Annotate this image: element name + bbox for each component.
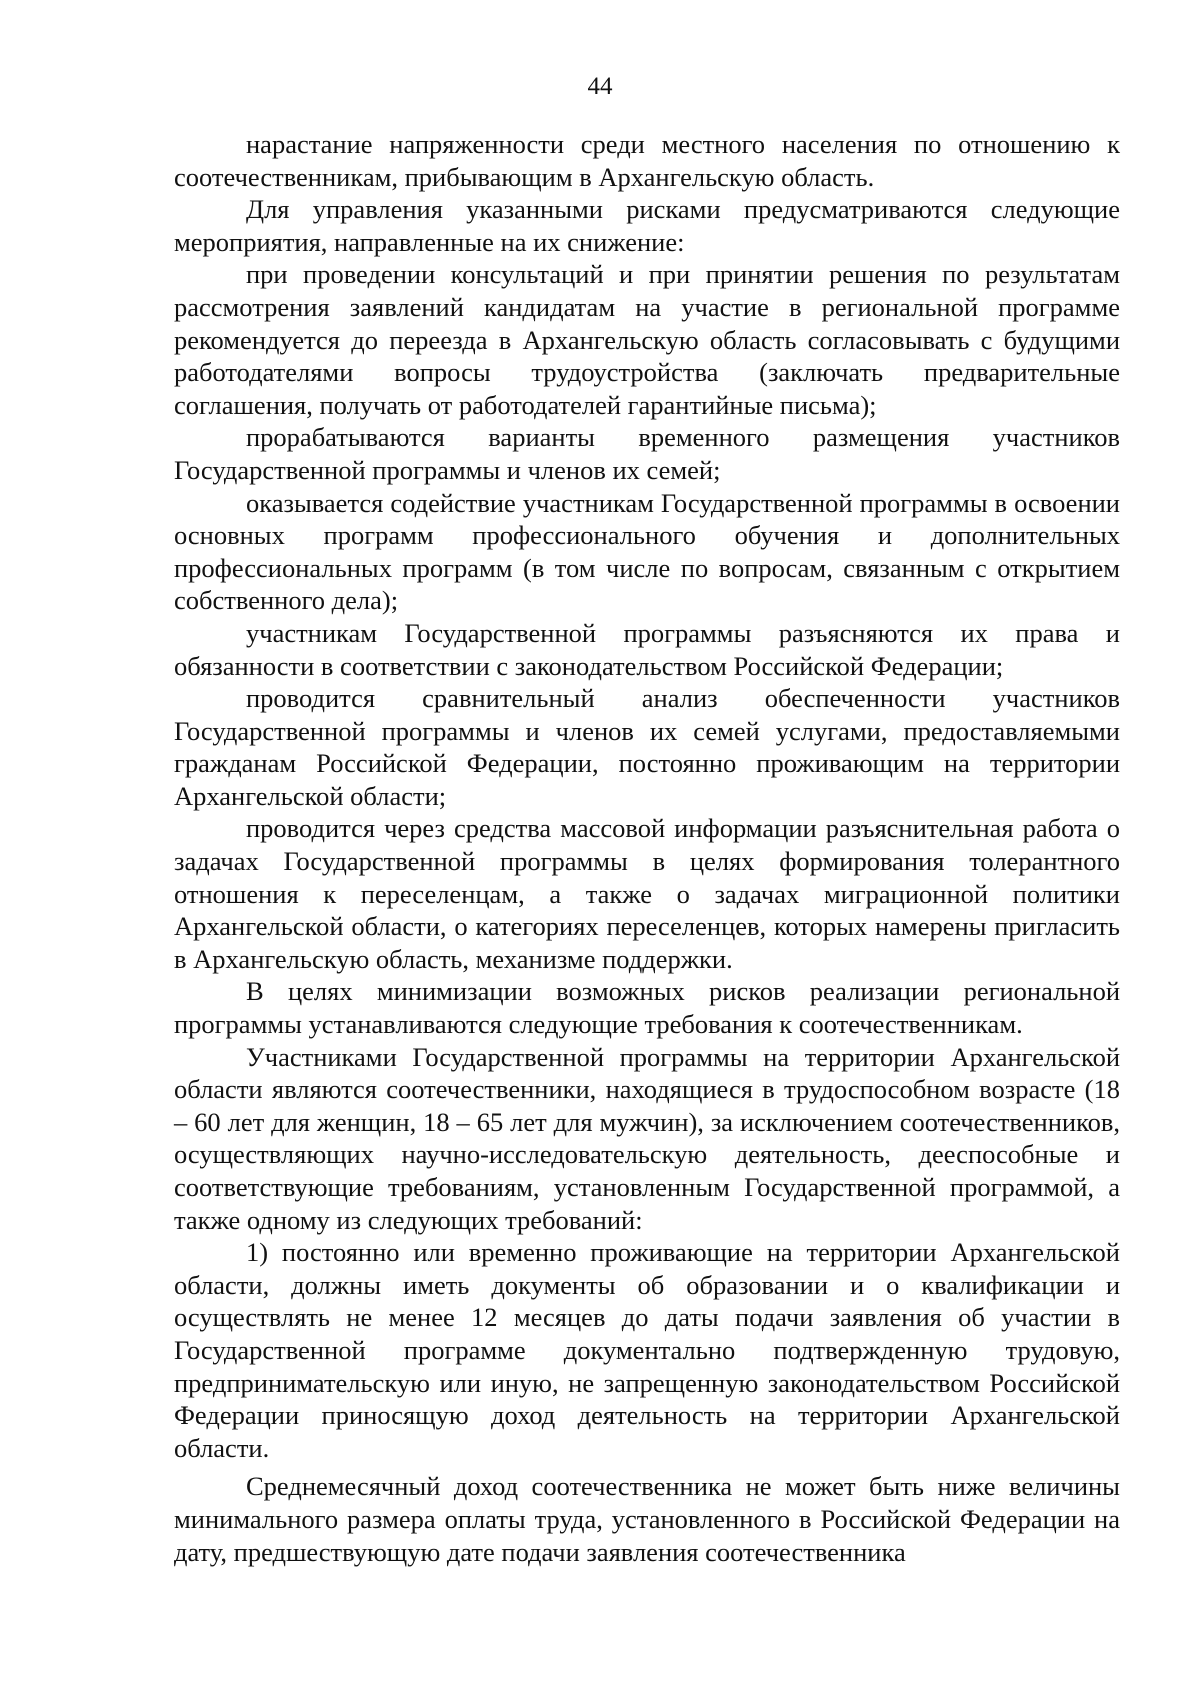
paragraph-services-analysis: проводится сравнительный анализ обеспеченности участников Государственной программы и членов их семей услугами, предоставляемыми гражданам Российской Федерации, постоянно проживающим на территории Архангельской области; [174, 683, 1120, 811]
paragraph-income-requirement: Среднемесячный доход соотечественника не может быть ниже величины минимального размера оплаты труда, установленного в Российской Федерации на дату, предшествующую дате подачи заявления соотечественника [174, 1471, 1120, 1567]
page-number: 44 [587, 73, 613, 100]
paragraph-rights-explanation: участникам Государственной программы разъясняются их права и обязанности в соответствии с законодательством Российской Федерации; [174, 617, 1120, 681]
paragraph-risk-measures-intro: Для управления указанными рисками предусматриваются следующие мероприятия, направленные на их снижение: [174, 194, 1120, 257]
paragraph-media-outreach: проводится через средства массовой информации разъяснительная работа о задачах Государственной программы в целях формирования толерантного отношения к переселенцам, а также о задачах миграционной политики Архангельской области, о категориях переселенцев, которых намерены пригласить в Архангельскую область, механизме поддержки. [174, 813, 1120, 974]
paragraph-requirements-intro: В целях минимизации возможных рисков реализации региональной программы устанавливаются следующие требования к соотечественникам. [174, 976, 1120, 1040]
document-body [174, 128, 1120, 1568]
paragraph-tension-risk: нарастание напряженности среди местного населения по отношению к соотечественникам, прибывающим в Архангельскую область. [174, 129, 1120, 192]
paragraph-employer-consultation: при проведении консультаций и при принятии решения по результатам рассмотрения заявлений кандидатам на участие в региональной программе рекомендуется до переезда в Архангельскую область согласовывать с будущими работодателями вопросы трудоустройства (заключать предварительные соглашения, получать от работодателей гарантийные письма); [174, 259, 1120, 420]
paragraph-temporary-housing: прорабатываются варианты временного размещения участников Государственной программы и членов их семей; [174, 422, 1120, 485]
paragraph-requirement-1: 1) постоянно или временно проживающие на территории Архангельской области, должны иметь документы об образовании и о квалификации и осуществлять не менее 12 месяцев до даты подачи заявления об участии в Государственной программе документально подтвержденную трудовую, предпринимательскую или иную, не запрещенную законодательством Российской Федерации приносящую доход деятельность на территории Архангельской области. [174, 1237, 1120, 1463]
paragraph-participants-definition: Участниками Государственной программы на территории Архангельской области являются соотечественники, находящиеся в трудоспособном возрасте (18 – 60 лет для женщин, 18 – 65 лет для мужчин), за исключением соотечественников, осуществляющих научно-исследовательскую деятельность, дееспособные и соответствующие требованиям, установленным Государственной программой, а также одному из следующих требований: [174, 1041, 1120, 1235]
paragraph-training-support: оказывается содействие участникам Государственной программы в освоении основных программ профессионального обучения и дополнительных профессиональных программ (в том числе по вопросам, связанным с открытием собственного дела); [174, 487, 1120, 616]
